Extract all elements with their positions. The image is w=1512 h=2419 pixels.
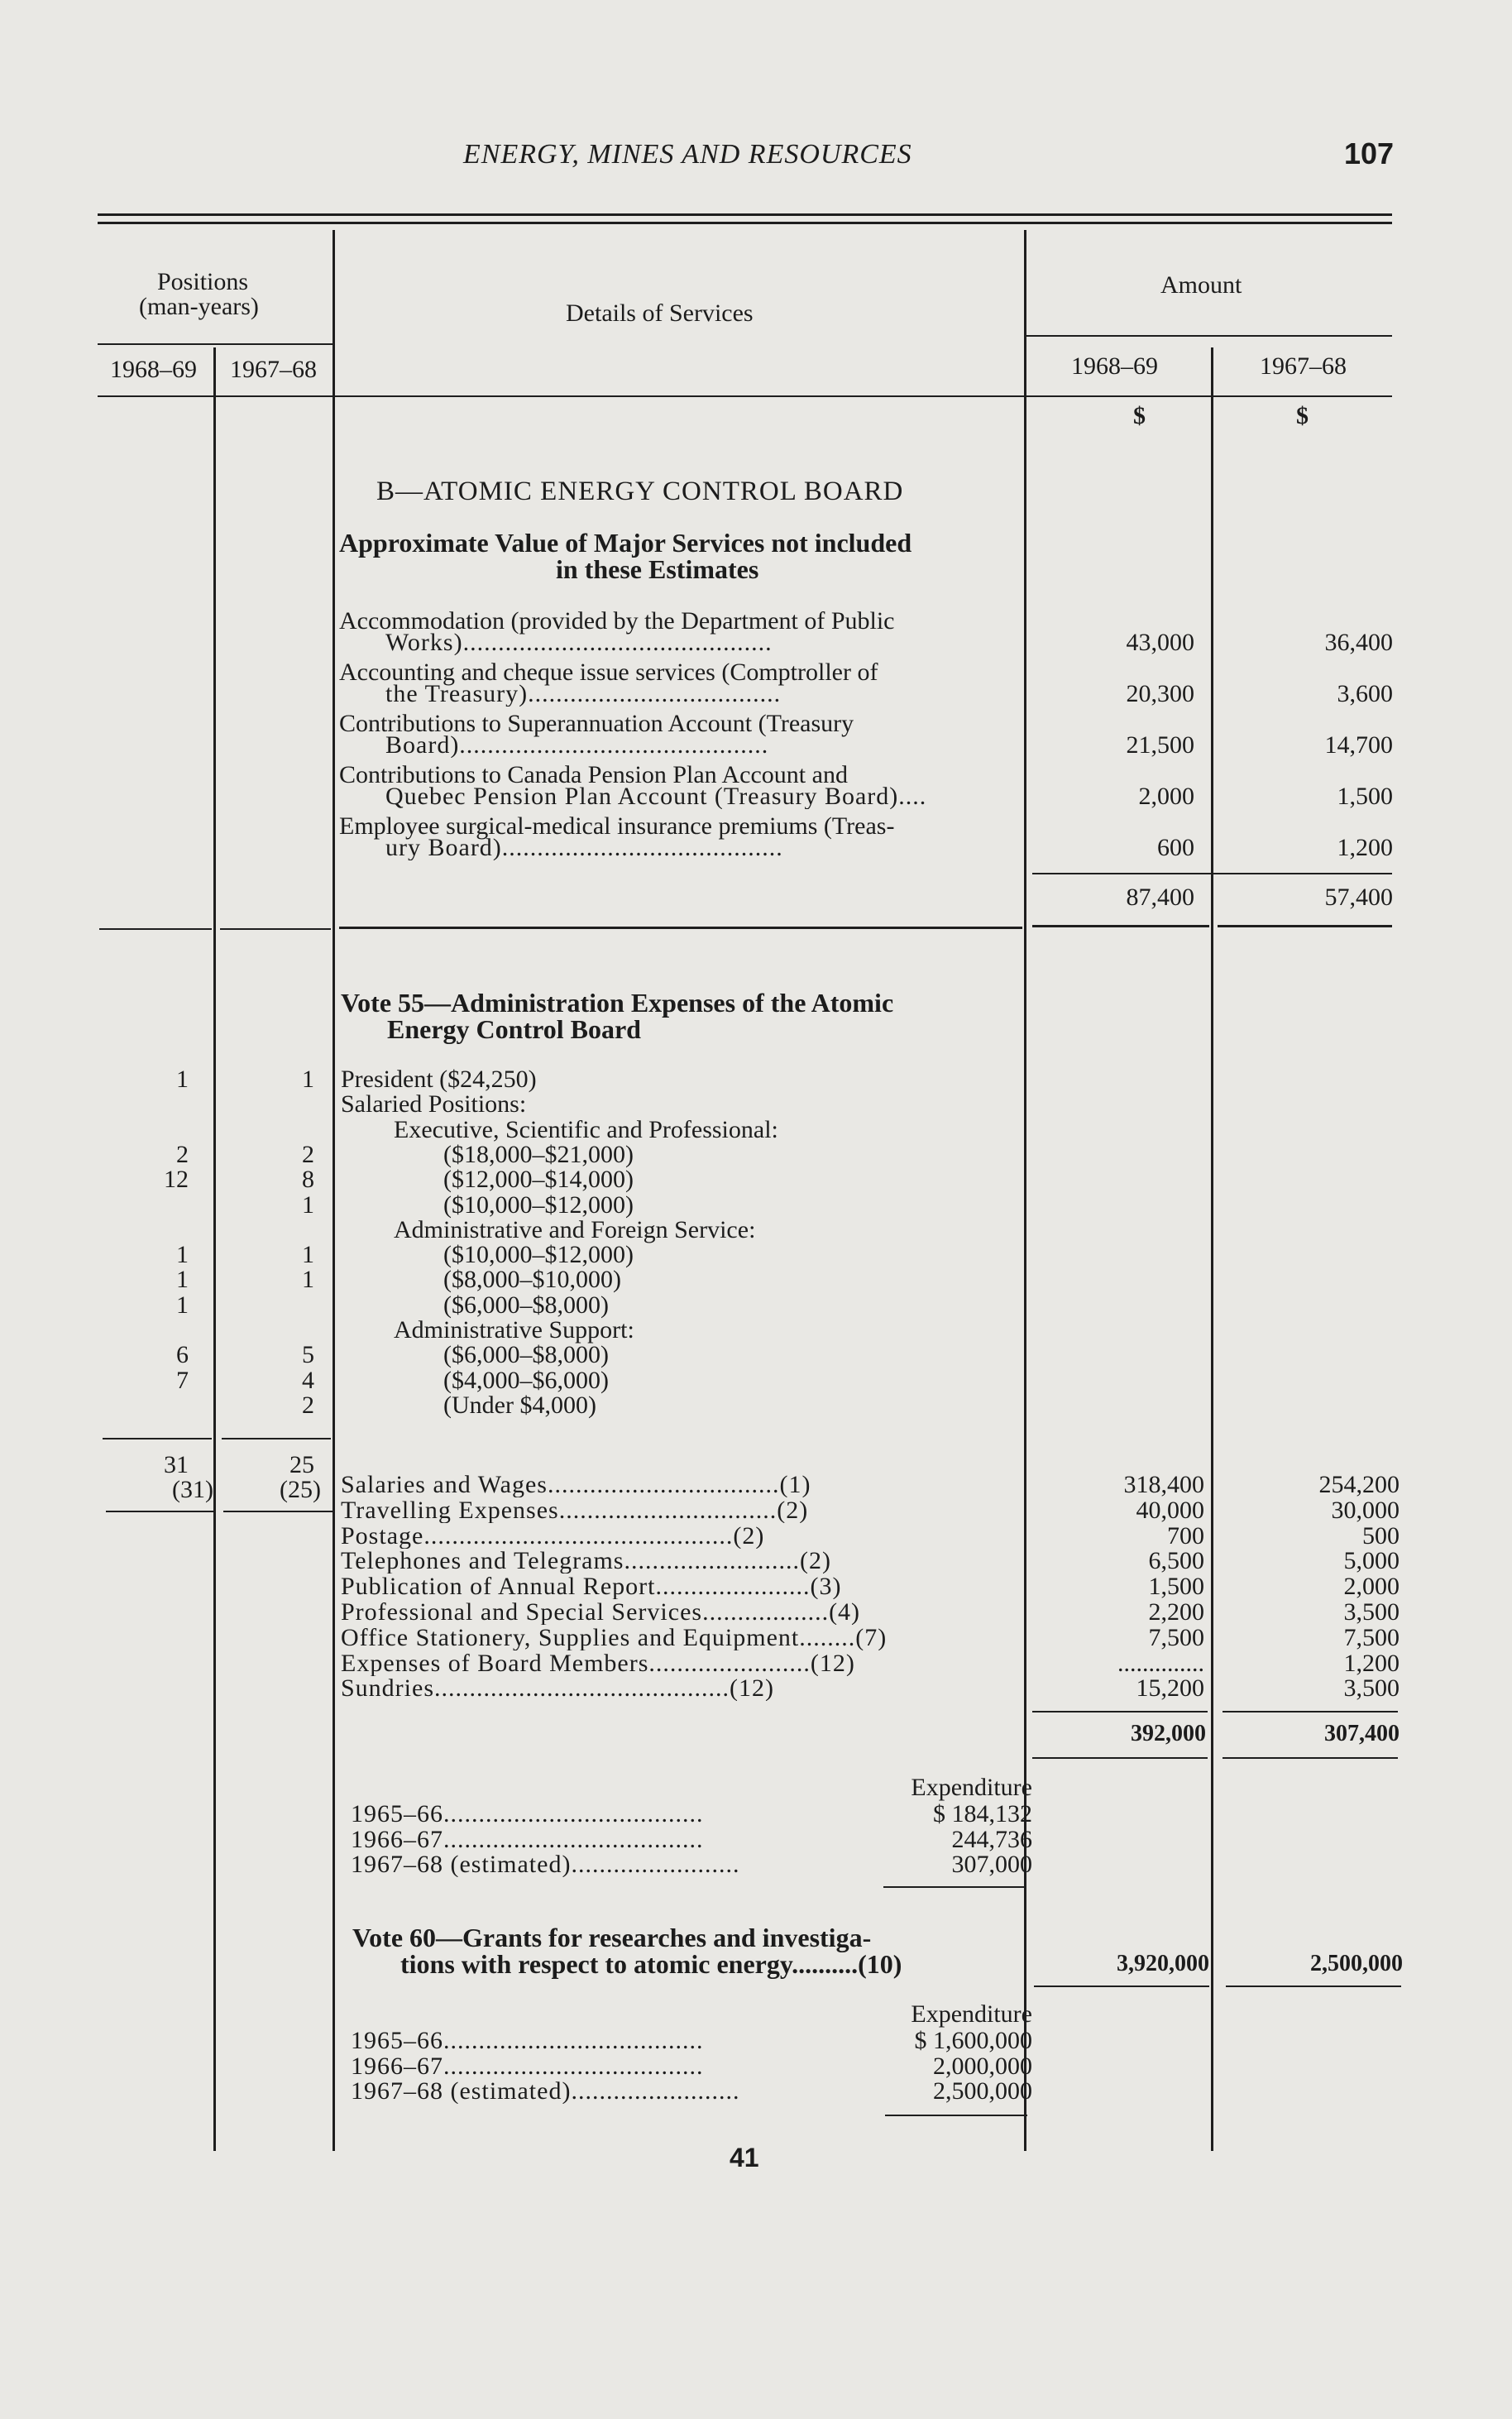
expenditure-amount: 307,000: [951, 1851, 1032, 1878]
position-label: ($12,000–$14,000): [443, 1166, 634, 1193]
positions-close-rule-a: [106, 1511, 213, 1512]
position-label: ($6,000–$8,000): [443, 1291, 609, 1319]
section-separator-pos-a: [99, 928, 212, 930]
section-separator-amount-b: [1218, 925, 1392, 927]
position-count-a: 2: [176, 1141, 189, 1168]
expense-label: Publication of Annual Report......................(3): [341, 1574, 842, 1599]
running-title: ENERGY, MINES AND RESOURCES: [463, 139, 912, 170]
column-header-bottom-rule: [98, 395, 1392, 397]
position-count-a: 1: [176, 1266, 189, 1293]
service-item-amount-a: 43,000: [1126, 629, 1194, 656]
expense-amount-b: 500: [1362, 1522, 1400, 1550]
expense-amount-b: 254,200: [1318, 1471, 1400, 1498]
vote60-rule-b: [1226, 1985, 1401, 1987]
position-count-b: 4: [302, 1367, 314, 1394]
positions-header: Positions: [157, 268, 249, 295]
expenditure-year: 1967–68 (estimated)........................: [351, 2079, 740, 2104]
expense-amount-b: 30,000: [1331, 1497, 1400, 1524]
expense-label: Sundries..........................................(12): [341, 1676, 774, 1701]
positions-total-rule-a: [103, 1438, 212, 1439]
approx-value-heading-2: in these Estimates: [556, 554, 759, 584]
expense-amount-a: 7,500: [1148, 1624, 1204, 1651]
expense-amount-b: 3,500: [1343, 1598, 1400, 1626]
expenditure-amount: 244,736: [951, 1826, 1032, 1853]
service-item-amount-b: 36,400: [1324, 629, 1393, 656]
service-item-amount-b: 1,500: [1337, 783, 1393, 810]
vote60-expenditure-label: Expenditure: [911, 2000, 1032, 2028]
vote60-rule-a: [1034, 1985, 1209, 1987]
rule-amount-mid: [1211, 347, 1213, 2151]
positions-total-rule-b: [222, 1438, 331, 1439]
position-label: ($10,000–$12,000): [443, 1241, 634, 1268]
header-rule-top: [98, 213, 1392, 216]
expenses-total-a: 392,000: [1131, 1721, 1206, 1746]
positions-total-paren-a: (31): [172, 1476, 213, 1503]
vote55-title-2: Energy Control Board: [387, 1014, 641, 1044]
service-item-line1: Accommodation (provided by the Department of Public: [339, 607, 895, 635]
expense-amount-a: 1,500: [1148, 1573, 1204, 1600]
vote60-amount-b: 2,500,000: [1310, 1951, 1403, 1976]
service-item-line1: Accounting and cheque issue services (Comptroller of: [339, 659, 878, 686]
position-count-a: 7: [176, 1367, 189, 1394]
positions-total-b: 25: [289, 1451, 314, 1478]
signature-mark: 41: [730, 2143, 759, 2172]
position-label: (Under $4,000): [443, 1392, 596, 1419]
expense-label: Salaries and Wages.................................(1): [341, 1473, 811, 1497]
service-item-line2: the Treasury)....................................: [385, 682, 782, 707]
expense-amount-b: 7,500: [1343, 1624, 1400, 1651]
service-item-amount-a: 21,500: [1126, 731, 1194, 759]
vote60-expenditure-rule: [885, 2115, 1027, 2116]
expenses-total-b: 307,400: [1324, 1721, 1400, 1746]
amount-header-rule: [1026, 335, 1392, 337]
positions-close-rule-b: [223, 1511, 334, 1512]
position-label: ($4,000–$6,000): [443, 1367, 609, 1394]
position-count-b: 2: [302, 1141, 314, 1168]
service-item-line2: Quebec Pension Plan Account (Treasury Board)....: [385, 784, 927, 809]
expense-amount-a: 6,500: [1148, 1547, 1204, 1574]
position-label: ($6,000–$8,000): [443, 1341, 609, 1368]
section-separator-details: [339, 927, 1022, 929]
service-item-amount-a: 600: [1157, 834, 1194, 861]
section-separator-amount-a: [1032, 925, 1209, 927]
service-item-amount-a: 20,300: [1126, 680, 1194, 707]
expense-amount-a: 2,200: [1148, 1598, 1204, 1626]
section-separator-pos-b: [220, 928, 331, 930]
service-item-line2: Board)............................................: [385, 733, 769, 758]
rule-positions-mid: [213, 347, 216, 2151]
position-label: ($10,000–$12,000): [443, 1191, 634, 1219]
amount-year-a: 1968–69: [1071, 352, 1158, 380]
expense-amount-a: ..............: [1117, 1650, 1204, 1677]
service-item-line2: Works)............................................: [385, 630, 773, 655]
services-total-rule: [1032, 873, 1392, 874]
service-item-amount-a: 2,000: [1138, 783, 1194, 810]
position-label: Administrative Support:: [394, 1316, 634, 1344]
expense-amount-a: 700: [1167, 1522, 1204, 1550]
expense-amount-a: 40,000: [1136, 1497, 1204, 1524]
positions-year-a: 1968–69: [110, 356, 197, 383]
expenditure-year: 1966–67.....................................: [351, 1827, 704, 1852]
positions-total-paren-b: (25): [280, 1476, 321, 1503]
position-label: ($18,000–$21,000): [443, 1141, 634, 1168]
service-item-line1: Contributions to Canada Pension Plan Account and: [339, 761, 848, 788]
approx-value-heading-1: Approximate Value of Major Services not included: [339, 528, 912, 558]
position-label: Administrative and Foreign Service:: [394, 1216, 756, 1243]
services-total-b: 57,400: [1324, 884, 1393, 911]
expense-label: Professional and Special Services..................(4): [341, 1600, 861, 1625]
expense-amount-a: 318,400: [1123, 1471, 1204, 1498]
position-count-b: 1: [302, 1066, 314, 1093]
position-count-b: 1: [302, 1191, 314, 1219]
position-count-a: 12: [164, 1166, 189, 1193]
expense-amount-b: 1,200: [1343, 1650, 1400, 1677]
vote60-amount-a: 3,920,000: [1117, 1951, 1209, 1976]
dollar-sign-b: $: [1296, 402, 1309, 429]
page-number: 107: [1344, 137, 1395, 170]
expenditure-year: 1965–66.....................................: [351, 2029, 704, 2053]
expense-amount-b: 5,000: [1343, 1547, 1400, 1574]
expense-amount-b: 2,000: [1343, 1573, 1400, 1600]
details-header: Details of Services: [566, 299, 754, 327]
amount-year-b: 1967–68: [1260, 352, 1347, 380]
expense-amount-b: 3,500: [1343, 1674, 1400, 1702]
position-label: Salaried Positions:: [341, 1090, 527, 1118]
position-count-b: 1: [302, 1241, 314, 1268]
expense-label: Office Stationery, Supplies and Equipment........(7): [341, 1626, 888, 1650]
service-item-line1: Contributions to Superannuation Account (Treasury: [339, 710, 854, 737]
expenditure-year: 1966–67.....................................: [351, 2054, 704, 2079]
position-label: Executive, Scientific and Professional:: [394, 1116, 778, 1143]
expenses-close-rule-a: [1032, 1757, 1208, 1759]
service-item-amount-b: 3,600: [1337, 680, 1393, 707]
expenditure-amount: 2,500,000: [933, 2077, 1032, 2105]
position-count-b: 8: [302, 1166, 314, 1193]
service-item-amount-b: 1,200: [1337, 834, 1393, 861]
header-rule-bottom: [98, 222, 1392, 224]
expense-label: Postage............................................(2): [341, 1524, 765, 1549]
service-item-line1: Employee surgical-medical insurance premiums (Treas-: [339, 812, 895, 840]
expense-label: Telephones and Telegrams.........................(2): [341, 1549, 831, 1574]
position-count-b: 2: [302, 1392, 314, 1419]
vote55-title-1: Vote 55—Administration Expenses of the Atomic: [341, 988, 894, 1018]
expense-label: Travelling Expenses...............................(2): [341, 1498, 809, 1523]
expenses-close-rule-b: [1223, 1757, 1398, 1759]
vote55-expenditure-label: Expenditure: [911, 1774, 1032, 1801]
services-total-a: 87,400: [1126, 884, 1194, 911]
position-count-a: 6: [176, 1341, 189, 1368]
expenses-total-rule-b: [1223, 1711, 1398, 1712]
positions-header-rule: [98, 343, 333, 345]
position-count-b: 1: [302, 1266, 314, 1293]
dollar-sign-a: $: [1133, 402, 1146, 429]
expenditure-year: 1967–68 (estimated)........................: [351, 1852, 740, 1877]
position-label: ($8,000–$10,000): [443, 1266, 621, 1293]
position-count-a: 1: [176, 1241, 189, 1268]
position-count-a: 1: [176, 1291, 189, 1319]
expenditure-amount: $ 1,600,000: [914, 2027, 1032, 2054]
position-count-a: 1: [176, 1066, 189, 1093]
expense-label: Expenses of Board Members.......................(12): [341, 1651, 855, 1676]
service-item-line2: ury Board)........................................: [385, 836, 783, 860]
expenditure-amount: $ 184,132: [933, 1800, 1032, 1827]
expenses-total-rule-a: [1032, 1711, 1208, 1712]
position-label: President ($24,250): [341, 1066, 537, 1093]
expense-amount-a: 15,200: [1136, 1674, 1204, 1702]
position-count-b: 5: [302, 1341, 314, 1368]
expenditure-amount: 2,000,000: [933, 2053, 1032, 2080]
vote55-expenditure-rule: [883, 1886, 1026, 1888]
vote60-title-2: tions with respect to atomic energy..........(10): [400, 1949, 902, 1979]
amount-header: Amount: [1160, 271, 1242, 299]
positions-year-b: 1967–68: [230, 356, 317, 383]
positions-total-a: 31: [164, 1451, 189, 1478]
section-title: B—ATOMIC ENERGY CONTROL BOARD: [376, 477, 904, 506]
expenditure-year: 1965–66.....................................: [351, 1802, 704, 1827]
rule-details-left: [333, 230, 335, 2151]
man-years-header: (man-years): [139, 293, 259, 320]
vote60-title-1: Vote 60—Grants for researches and investiga-: [352, 1923, 872, 1952]
service-item-amount-b: 14,700: [1324, 731, 1393, 759]
